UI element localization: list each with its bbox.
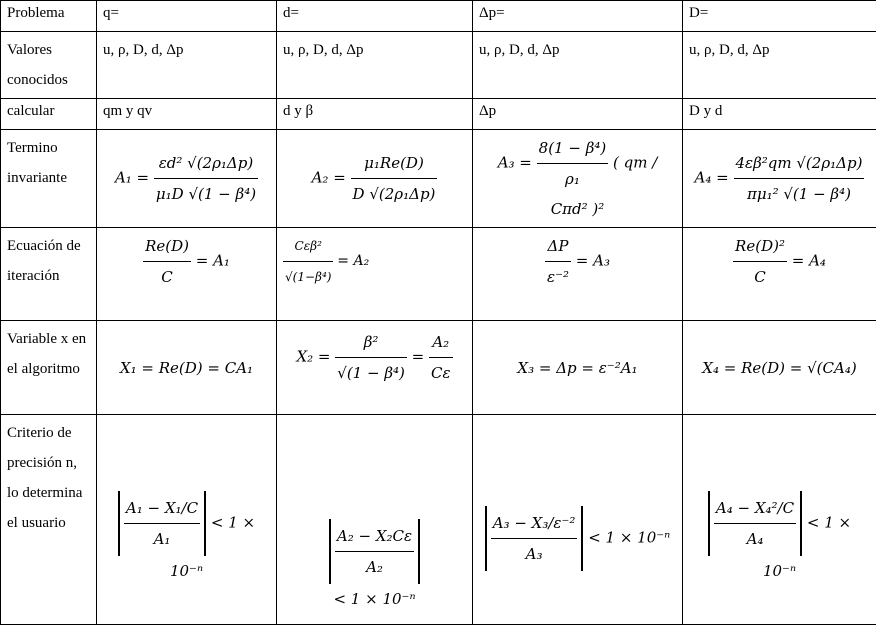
valores-D: u, ρ, D, d, Δp	[683, 32, 876, 99]
a2-num: μ₁Re(D)	[351, 148, 438, 179]
e1-fraction	[143, 231, 191, 292]
row-label-calcular: calcular	[1, 99, 97, 130]
c1-rhs: < 1 × 10⁻ⁿ	[170, 513, 255, 580]
a2-den: D √(2ρ₁Δp)	[351, 179, 438, 209]
header-problema: Problema	[1, 1, 97, 32]
a1-den: μ₁D √(1 − β⁴)	[154, 179, 258, 209]
c3-num: A₃ − X₃/ε⁻²	[491, 508, 578, 539]
calcular-dp: Δp	[473, 99, 683, 130]
c1-abs	[118, 491, 206, 556]
c2-den: A₂	[335, 552, 414, 582]
a3-tail: ( qm / Cπd² )²	[551, 154, 658, 219]
v2-lhs: X₂ =	[296, 348, 330, 366]
e4-num: Re(D)²	[733, 231, 787, 262]
c1-den: A₁	[124, 524, 200, 554]
calcular-D: D y d	[683, 99, 876, 130]
formula-a3	[473, 130, 683, 228]
a4-fraction	[734, 148, 865, 209]
e4-den: C	[733, 262, 787, 292]
row-label-termino: Termino invariante	[1, 130, 97, 228]
c3-abs	[485, 506, 584, 571]
ecuacion-3	[473, 228, 683, 321]
e1-num: Re(D)	[143, 231, 191, 262]
variable-1: X₁ = Re(D) = CA₁	[97, 321, 277, 415]
formula-a2	[277, 130, 473, 228]
a2-lhs: A₂ =	[312, 169, 346, 187]
row-calcular	[1, 99, 876, 130]
variable-3: X₃ = Δp = ε⁻²A₁	[473, 321, 683, 415]
ecuacion-1	[97, 228, 277, 321]
a3-num: 8(1 − β⁴)	[537, 133, 609, 164]
v2-eq: =	[412, 348, 425, 366]
e2-fraction	[283, 231, 333, 292]
e2-num: Cεβ²	[283, 231, 333, 262]
row-label-criterio: Criterio de precisión n, lo determina el usuario	[1, 415, 97, 625]
a1-lhs: A₁ =	[115, 169, 149, 187]
formula-a1	[97, 130, 277, 228]
e2-den: √(1−β⁴)	[283, 262, 333, 292]
c4-abs	[708, 491, 802, 556]
a4-lhs: A₄ =	[695, 169, 729, 187]
a3-lhs: A₃ =	[498, 154, 532, 172]
v2-num2: A₂	[429, 327, 453, 358]
a4-den: πμ₁² √(1 − β⁴)	[734, 179, 865, 209]
e2-rhs: = A₂	[337, 253, 369, 269]
calcular-d: d y β	[277, 99, 473, 130]
v2-fraction-2	[429, 327, 453, 388]
criterio-4	[683, 415, 876, 625]
a3-fraction	[537, 133, 609, 194]
e1-den: C	[143, 262, 191, 292]
e3-num: ΔP	[545, 231, 571, 262]
row-label-variable: Variable x en el algoritmo	[1, 321, 97, 415]
c2-abs	[329, 519, 420, 584]
valores-dp: u, ρ, D, d, Δp	[473, 32, 683, 99]
valores-d: u, ρ, D, d, Δp	[277, 32, 473, 99]
calcular-q: qm y qv	[97, 99, 277, 130]
row-label-valores: Valores conocidos	[1, 32, 97, 99]
a1-num: εd² √(2ρ₁Δp)	[154, 148, 258, 179]
row-ecuacion	[1, 228, 876, 321]
c3-den: A₃	[491, 539, 578, 569]
c2-rhs: < 1 × 10⁻ⁿ	[333, 590, 415, 608]
row-variable	[1, 321, 876, 415]
criterio-1	[97, 415, 277, 625]
header-dp: Δp=	[473, 1, 683, 32]
v2-den2: Cε	[429, 358, 453, 388]
header-D: D=	[683, 1, 876, 32]
c4-rhs: < 1 × 10⁻ⁿ	[763, 513, 851, 580]
v2-num: β²	[335, 327, 407, 358]
c2-num: A₂ − X₂Cε	[335, 521, 414, 552]
v2-fraction	[335, 327, 407, 388]
e1-rhs: = A₁	[196, 252, 230, 270]
e4-fraction	[733, 231, 787, 292]
a2-fraction	[351, 148, 438, 209]
row-termino	[1, 130, 876, 228]
ecuacion-2	[277, 228, 473, 321]
variable-2	[277, 321, 473, 415]
e4-rhs: = A₄	[792, 252, 826, 270]
row-label-ecuacion: Ecuación de iteración	[1, 228, 97, 321]
variable-4: X₄ = Re(D) = √(CA₄)	[683, 321, 876, 415]
c1-num: A₁ − X₁/C	[124, 493, 200, 524]
c4-den: A₄	[714, 524, 796, 554]
a4-num: 4εβ²qm √(2ρ₁Δp)	[734, 148, 865, 179]
e3-rhs: = A₃	[576, 252, 610, 270]
v2-den: √(1 − β⁴)	[335, 358, 407, 388]
ecuacion-4	[683, 228, 876, 321]
a3-den: ρ₁	[537, 164, 609, 194]
c4-num: A₄ − X₄²/C	[714, 493, 796, 524]
c3-rhs: < 1 × 10⁻ⁿ	[588, 528, 670, 546]
formula-a4	[683, 130, 876, 228]
valores-q: u, ρ, D, d, Δp	[97, 32, 277, 99]
header-d: d=	[277, 1, 473, 32]
row-valores	[1, 32, 876, 99]
a1-fraction	[154, 148, 258, 209]
criterio-3	[473, 415, 683, 625]
header-q: q=	[97, 1, 277, 32]
header-row	[1, 1, 876, 32]
e3-den: ε⁻²	[545, 262, 571, 292]
criterio-2	[277, 415, 473, 625]
row-criterio	[1, 415, 876, 625]
e3-fraction	[545, 231, 571, 292]
